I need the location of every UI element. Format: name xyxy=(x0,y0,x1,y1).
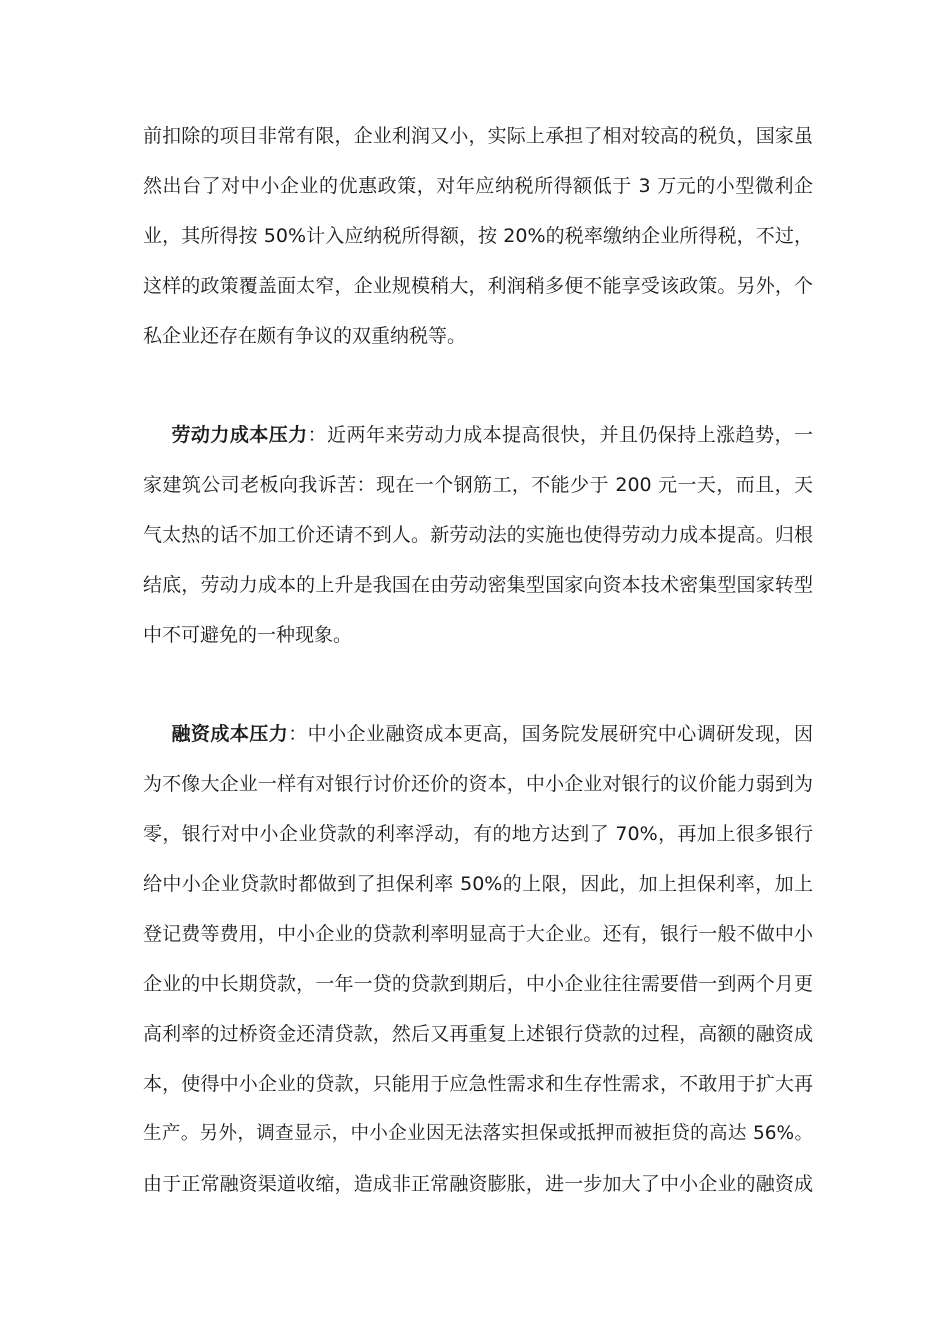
text-line: 登记费等费用，中小企业的贷款利率明显高于大企业。还有，银行一般不做中小 xyxy=(143,923,813,945)
text-line: 本，使得中小企业的贷款，只能用于应急性需求和生存性需求，不敢用于扩大再 xyxy=(143,1073,813,1095)
text-line: 生产。另外，调查显示，中小企业因无法落实担保或抵押而被拒贷的高达 56%。 xyxy=(143,1123,813,1144)
paragraph-labor-cost xyxy=(143,410,813,660)
text-line: 私企业还存在颇有争议的双重纳税等。 xyxy=(143,325,467,347)
paragraph-tax-burden xyxy=(143,111,813,361)
text-fragment: ：中小企业融资成本更高，国务院发展研究中心调研发现，因 xyxy=(288,723,813,745)
paragraph-heading: 劳动力成本压力 xyxy=(171,424,308,446)
text-line: 结底，劳动力成本的上升是我国在由劳动密集型国家向资本技术密集型国家转型 xyxy=(143,574,813,596)
text-line: 中不可避免的一种现象。 xyxy=(143,624,353,646)
text-line: 零，银行对中小企业贷款的利率浮动，有的地方达到了 70%，再加上很多银行 xyxy=(143,823,813,845)
text-fragment: ：近两年来劳动力成本提高很快，并且仍保持上涨趋势，一 xyxy=(307,424,813,446)
text-line: 高利率的过桥资金还清贷款，然后又再重复上述银行贷款的过程，高额的融资成 xyxy=(143,1023,813,1045)
text-line: 业，其所得按 50%计入应纳税所得额，按 20%的税率缴纳企业所得税，不过， xyxy=(143,225,813,247)
text-line: 这样的政策覆盖面太窄，企业规模稍大，利润稍多便不能享受该政策。另外，个 xyxy=(143,275,813,297)
paragraph-heading: 融资成本压力 xyxy=(171,723,289,745)
text-line: 气太热的话不加工价还请不到人。新劳动法的实施也使得劳动力成本提高。归根 xyxy=(143,524,813,546)
text-line: 然出台了对中小企业的优惠政策，对年应纳税所得额低于 3 万元的小型微利企 xyxy=(143,175,813,197)
text-line-first xyxy=(143,709,813,759)
text-line: 企业的中长期贷款，一年一贷的贷款到期后，中小企业往往需要借一到两个月更 xyxy=(143,973,813,995)
text-line: 前扣除的项目非常有限，企业利润又小，实际上承担了相对较高的税负，国家虽 xyxy=(143,125,813,147)
text-line: 给中小企业贷款时都做到了担保利率 50%的上限，因此，加上担保利率，加上 xyxy=(143,873,813,895)
text-line: 为不像大企业一样有对银行讨价还价的资本，中小企业对银行的议价能力弱到为 xyxy=(143,773,813,795)
text-line: 家建筑公司老板向我诉苦：现在一个钢筋工，不能少于 200 元一天，而且，天 xyxy=(143,474,813,496)
text-line-first xyxy=(143,410,813,460)
paragraph-financing-cost xyxy=(143,709,813,1209)
text-line: 由于正常融资渠道收缩，造成非正常融资膨胀，进一步加大了中小企业的融资成 xyxy=(143,1173,813,1195)
